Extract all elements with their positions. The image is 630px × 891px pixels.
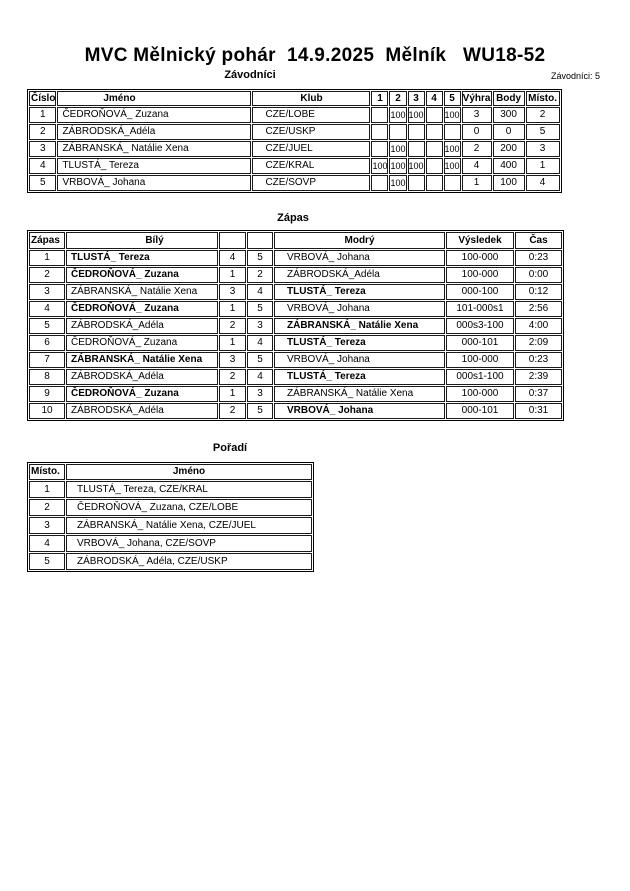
cell-modry: ZÁBRODSKÁ_Adéla [274,267,445,283]
cell-jmeno: ČEDROŇOVÁ_ Zuzana [57,107,251,123]
cell-vs4 [426,175,443,191]
col-header-misto: Místo. [526,91,560,106]
col-header-body: Body [493,91,525,106]
cell-vs5 [444,175,461,191]
poradi-table [27,462,314,572]
cell-modry-cislo: 5 [247,250,273,266]
cell-vs3 [408,124,425,140]
cell-misto: 3 [29,517,65,534]
cell-bily-cislo: 1 [219,301,246,317]
cell-bily: ČEDROŇOVÁ_ Zuzana [66,386,218,402]
cell-cislo: 1 [29,107,56,123]
cell-jmeno: VRBOVÁ_ Johana [57,175,251,191]
competitor-row [29,107,560,123]
cell-zapas-num: 4 [29,301,65,317]
section-title-poradi: Pořadí [212,442,248,454]
col-header-modry-cislo [247,232,273,249]
cell-modry-cislo: 4 [247,335,273,351]
cell-vyhra: 1 [462,175,492,191]
col-header-modry: Modrý [274,232,445,249]
cell-vs2: 100 [389,175,406,191]
cell-bily-cislo: 3 [219,284,246,300]
cell-vysledek: 100-000 [446,250,514,266]
col-header-5: 5 [444,91,461,106]
cell-cislo: 5 [29,175,56,191]
cell-vysledek: 000s3-100 [446,318,514,334]
cell-bily-cislo: 1 [219,386,246,402]
cell-modry: VRBOVÁ_ Johana [274,403,445,419]
cell-vs2 [389,124,406,140]
col-header-vysledek: Výsledek [446,232,514,249]
match-row [29,352,562,368]
cell-cas: 2:56 [515,301,562,317]
cell-bily: ZÁBRODSKÁ_Adéla [66,369,218,385]
cell-vs5: 100 [444,141,461,157]
cell-zapas-num: 1 [29,250,65,266]
cell-misto: 5 [29,553,65,570]
cell-bily: TLUSTÁ_ Tereza [66,250,218,266]
cell-zapas-num: 3 [29,284,65,300]
cell-modry-cislo: 5 [247,403,273,419]
section-title-zavodnici: Závodníci [224,69,276,81]
cell-bily-cislo: 1 [219,335,246,351]
cell-vysledek: 100-000 [446,352,514,368]
match-row [29,284,562,300]
col-header-cas: Čas [515,232,562,249]
cell-klub: CZE/JUEL [252,141,370,157]
cell-bily: ZÁBRANSKÁ_ Natálie Xena [66,352,218,368]
cell-bily: ZÁBRANSKÁ_ Natálie Xena [66,284,218,300]
col-header-klub: Klub [252,91,370,106]
match-row [29,403,562,419]
cell-vs5: 100 [444,107,461,123]
cell-jmeno: ZÁBRANSKÁ_ Natálie Xena [57,141,251,157]
cell-cas: 4:00 [515,318,562,334]
col-header-4: 4 [426,91,443,106]
match-row [29,267,562,283]
section-title-zapas: Zápas [277,212,309,224]
col-header-bily-cislo [219,232,246,249]
ranking-row [29,517,312,534]
cell-cas: 2:39 [515,369,562,385]
match-row [29,318,562,334]
cell-klub: CZE/LOBE [252,107,370,123]
competitor-row [29,158,560,174]
col-header-1: 1 [371,91,388,106]
cell-vs4 [426,124,443,140]
cell-cislo: 2 [29,124,56,140]
cell-body: 0 [493,124,525,140]
cell-modry-cislo: 3 [247,386,273,402]
cell-misto: 1 [526,158,560,174]
cell-klub: CZE/SOVP [252,175,370,191]
cell-vs1 [371,107,388,123]
cell-misto: 1 [29,481,65,498]
ranking-row [29,481,312,498]
cell-zapas-num: 10 [29,403,65,419]
cell-vs4 [426,107,443,123]
cell-vs3 [408,141,425,157]
col-header-zapas: Zápas [29,232,65,249]
match-row [29,335,562,351]
cell-body: 400 [493,158,525,174]
cell-vyhra: 2 [462,141,492,157]
cell-vs1: 100 [371,158,388,174]
cell-bily: ZÁBRODSKÁ_Adéla [66,318,218,334]
cell-vysledek: 000s1-100 [446,369,514,385]
cell-zapas-num: 2 [29,267,65,283]
competitor-row [29,141,560,157]
cell-vs2: 100 [389,107,406,123]
page-title: MVC Mělnický pohár 14.9.2025 Mělník WU18-52 [84,45,546,66]
cell-vysledek: 000-101 [446,403,514,419]
cell-bily-cislo: 2 [219,369,246,385]
cell-modry-cislo: 4 [247,284,273,300]
match-row [29,386,562,402]
cell-misto: 4 [29,535,65,552]
cell-vs1 [371,124,388,140]
cell-zapas-num: 7 [29,352,65,368]
ranking-row [29,553,312,570]
cell-bily-cislo: 3 [219,352,246,368]
cell-modry: TLUSTÁ_ Tereza [274,335,445,351]
cell-cas: 0:23 [515,352,562,368]
cell-jmeno: ZÁBRANSKÁ_ Natálie Xena, CZE/JUEL [66,517,312,534]
cell-modry-cislo: 5 [247,301,273,317]
cell-jmeno: ZÁBRODSKÁ_ Adéla, CZE/USKP [66,553,312,570]
cell-vysledek: 101-000s1 [446,301,514,317]
cell-modry: TLUSTÁ_ Tereza [274,369,445,385]
cell-vs2: 100 [389,158,406,174]
cell-body: 200 [493,141,525,157]
match-row [29,250,562,266]
cell-zapas-num: 5 [29,318,65,334]
cell-body: 300 [493,107,525,123]
match-row [29,301,562,317]
cell-vysledek: 100-000 [446,386,514,402]
cell-modry: VRBOVÁ_ Johana [274,301,445,317]
cell-vs1 [371,141,388,157]
poradi-header-row [29,464,312,480]
cell-misto: 2 [526,107,560,123]
cell-modry-cislo: 2 [247,267,273,283]
cell-vs4 [426,141,443,157]
cell-bily-cislo: 2 [219,318,246,334]
cell-zapas-num: 9 [29,386,65,402]
cell-vs5 [444,124,461,140]
col-header-3: 3 [408,91,425,106]
cell-bily: ČEDROŇOVÁ_ Zuzana [66,335,218,351]
cell-klub: CZE/USKP [252,124,370,140]
cell-jmeno: ČEDROŇOVÁ_ Zuzana, CZE/LOBE [66,499,312,516]
cell-vyhra: 0 [462,124,492,140]
cell-cas: 0:12 [515,284,562,300]
cell-modry: ZÁBRANSKÁ_ Natálie Xena [274,386,445,402]
cell-cas: 0:37 [515,386,562,402]
cell-modry-cislo: 3 [247,318,273,334]
cell-misto: 2 [29,499,65,516]
zapas-header-row [29,232,562,249]
cell-vysledek: 100-000 [446,267,514,283]
cell-body: 100 [493,175,525,191]
cell-cislo: 4 [29,158,56,174]
cell-vs3 [408,175,425,191]
cell-vs2: 100 [389,141,406,157]
cell-jmeno: TLUSTÁ_ Tereza [57,158,251,174]
cell-modry-cislo: 5 [247,352,273,368]
cell-cas: 0:31 [515,403,562,419]
cell-modry: TLUSTÁ_ Tereza [274,284,445,300]
cell-modry: VRBOVÁ_ Johana [274,352,445,368]
cell-bily-cislo: 2 [219,403,246,419]
cell-vs4 [426,158,443,174]
col-header-2: 2 [389,91,406,106]
cell-zapas-num: 6 [29,335,65,351]
col-header-jmeno: Jméno [66,464,312,480]
col-header-jmeno: Jméno [57,91,251,106]
cell-modry-cislo: 4 [247,369,273,385]
ranking-row [29,499,312,516]
zapas-table [27,230,564,421]
cell-bily: ČEDROŇOVÁ_ Zuzana [66,301,218,317]
cell-bily-cislo: 4 [219,250,246,266]
cell-vysledek: 000-101 [446,335,514,351]
cell-cas: 0:00 [515,267,562,283]
col-header-bily: Bílý [66,232,218,249]
competitor-row [29,124,560,140]
cell-vs5: 100 [444,158,461,174]
cell-vs3: 100 [408,107,425,123]
cell-jmeno: ZÁBRODSKÁ_Adéla [57,124,251,140]
competitor-count: Závodníci: 5 [550,71,600,81]
cell-klub: CZE/KRAL [252,158,370,174]
cell-bily: ČEDROŇOVÁ_ Zuzana [66,267,218,283]
col-header-cislo: Číslo [29,91,56,106]
cell-cas: 2:09 [515,335,562,351]
cell-vs1 [371,175,388,191]
match-row [29,369,562,385]
cell-misto: 3 [526,141,560,157]
cell-misto: 4 [526,175,560,191]
zavodnici-header-row [29,91,560,106]
cell-modry: ZÁBRANSKÁ_ Natálie Xena [274,318,445,334]
col-header-vyhra: Výhra [462,91,492,106]
cell-vs3: 100 [408,158,425,174]
cell-vysledek: 000-100 [446,284,514,300]
cell-zapas-num: 8 [29,369,65,385]
cell-cislo: 3 [29,141,56,157]
cell-jmeno: TLUSTÁ_ Tereza, CZE/KRAL [66,481,312,498]
cell-bily-cislo: 1 [219,267,246,283]
competitor-row [29,175,560,191]
cell-modry: VRBOVÁ_ Johana [274,250,445,266]
col-header-misto: Místo. [29,464,65,480]
cell-vyhra: 4 [462,158,492,174]
zavodnici-table [27,89,562,193]
ranking-row [29,535,312,552]
cell-vyhra: 3 [462,107,492,123]
cell-misto: 5 [526,124,560,140]
cell-jmeno: VRBOVÁ_ Johana, CZE/SOVP [66,535,312,552]
cell-cas: 0:23 [515,250,562,266]
cell-bily: ZÁBRODSKÁ_Adéla [66,403,218,419]
